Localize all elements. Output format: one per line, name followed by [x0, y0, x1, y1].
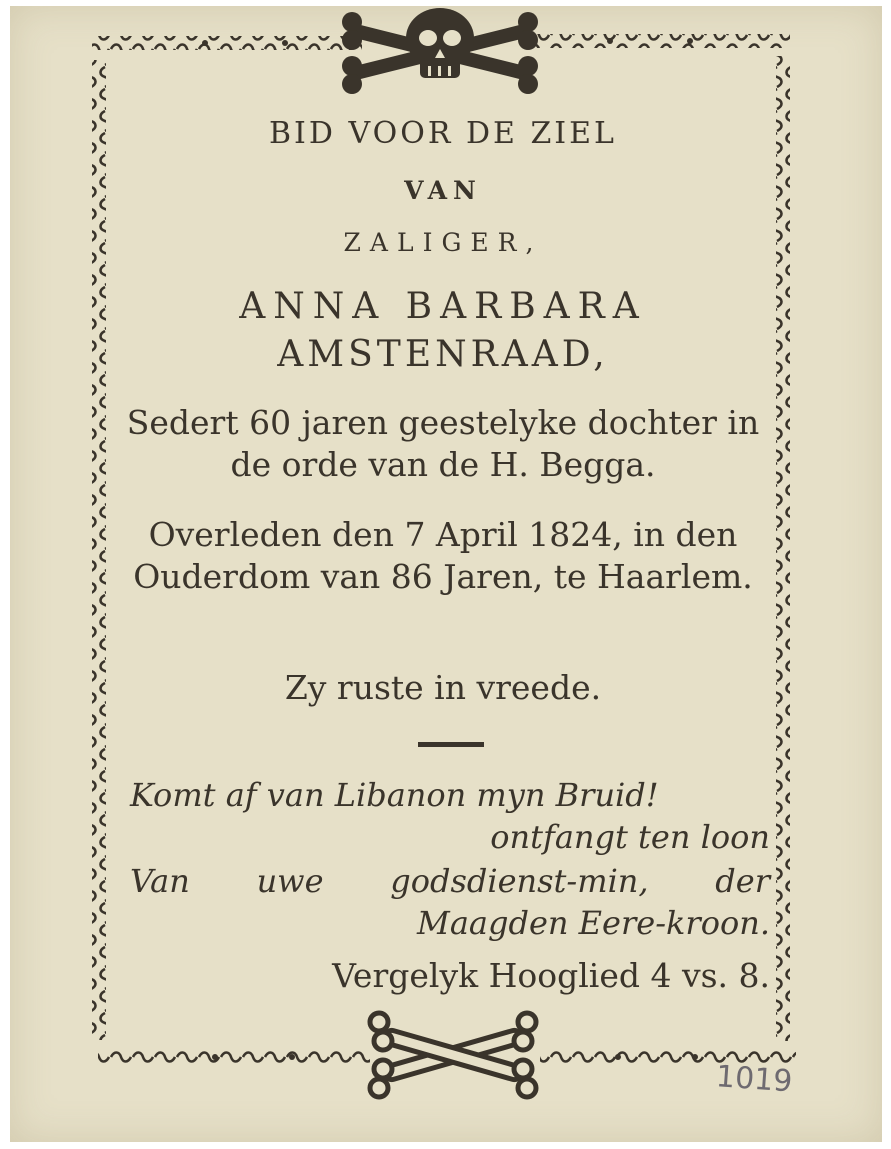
verse-line-3: Van uwe godsdienst-min, der	[130, 862, 770, 900]
deceased-first-names: ANNA BARBARA	[239, 286, 647, 327]
heading-zaliger: ZALIGER,	[343, 228, 543, 257]
verse-line-1: Komt af van Libanon myn Bruid!	[130, 776, 659, 814]
catalog-number: 1019	[714, 1059, 794, 1100]
religious-status-paragraph: Sedert 60 jaren geestelyke dochter in de orde van de H. Begga.	[126, 403, 760, 484]
rest-in-peace: Zy ruste in vreede.	[284, 668, 602, 707]
crossed-bones-icon	[370, 1013, 536, 1097]
heading-van: VAN	[404, 176, 482, 205]
divider-rule	[418, 742, 484, 747]
death-details-paragraph: Overleden den 7 April 1824, in den Ouderdom van 86 Jaren, te Haarlem.	[133, 515, 753, 596]
deceased-surname: AMSTENRAAD,	[277, 334, 609, 375]
heading-pray: BID VOOR DE ZIEL	[269, 116, 617, 151]
skull-crossbones-icon	[342, 8, 538, 94]
scripture-reference: Vergelyk Hooglied 4 vs. 8.	[332, 956, 770, 995]
verse-line-4: Maagden Eere-kroon.	[417, 904, 770, 942]
verse-line-2: ontfangt ten loon	[490, 818, 770, 856]
